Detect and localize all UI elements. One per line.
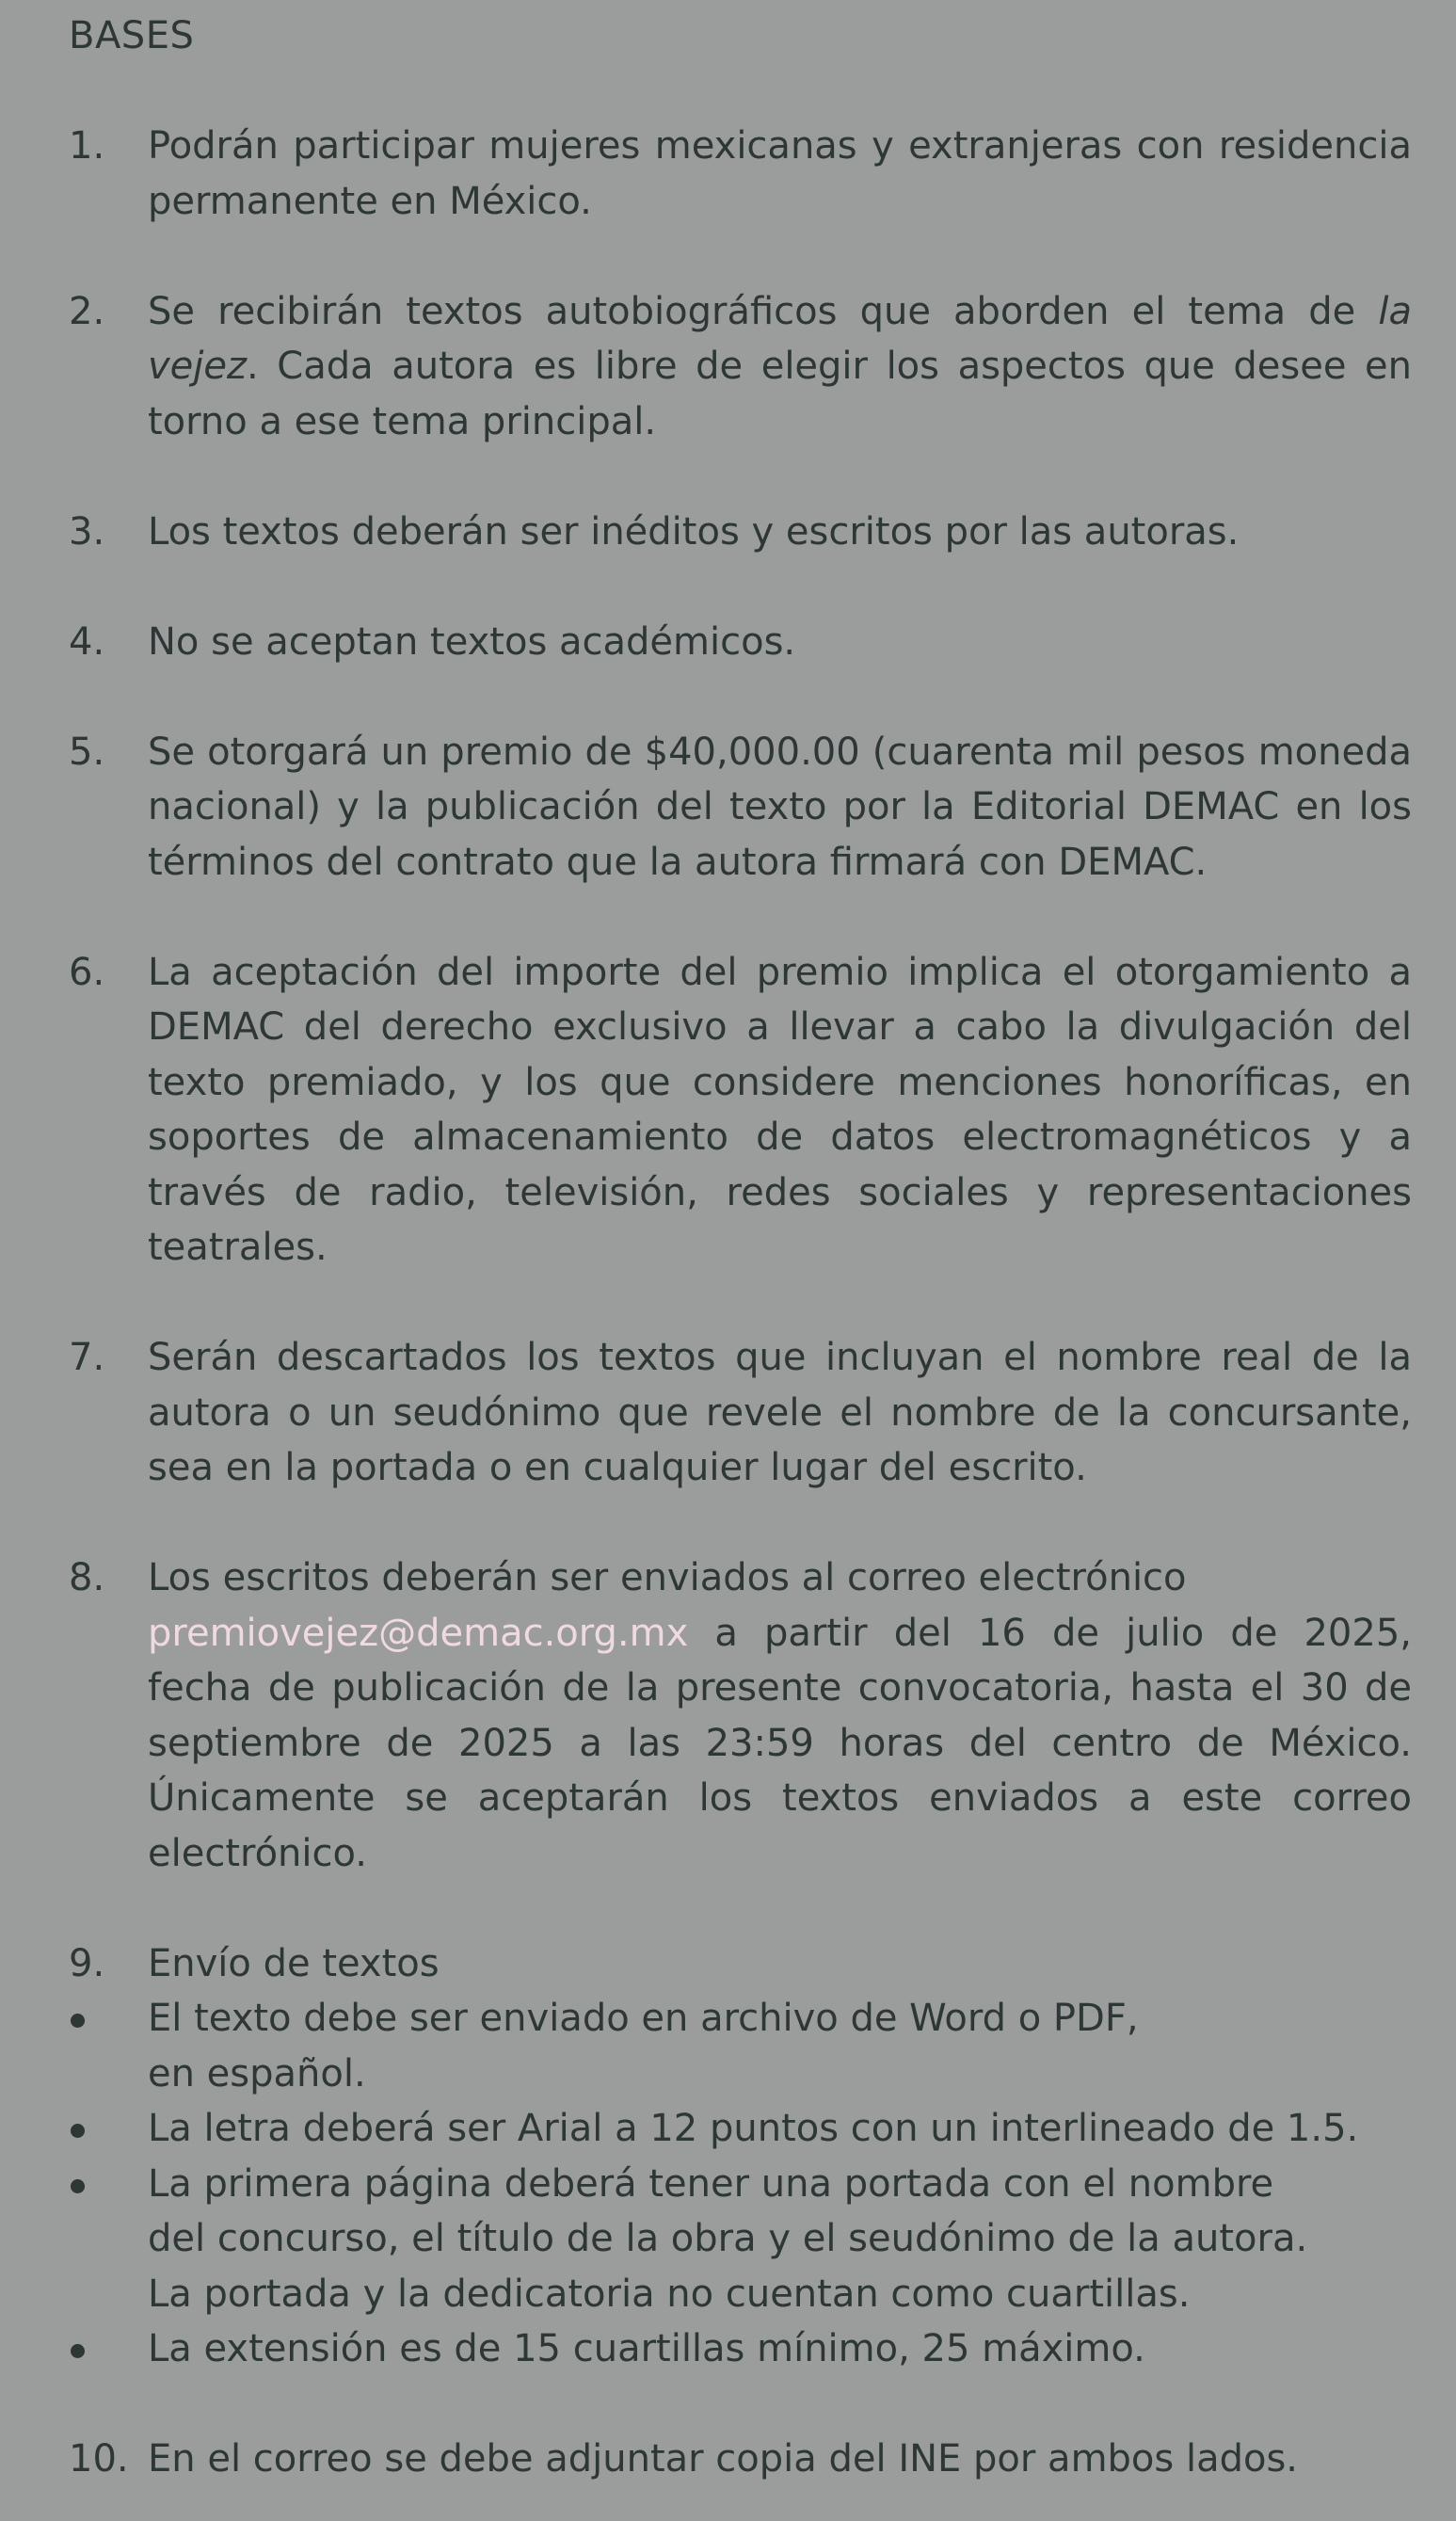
item-text-part: . Cada autora es libre de elegir los aspectos que desee en torno a ese tema principal.	[148, 345, 1412, 443]
bullet-line: La letra deberá ser Arial a 12 puntos con un interlineado de 1.5.	[148, 2107, 1359, 2150]
item-number: 2.	[69, 289, 105, 333]
list-item-5	[69, 725, 1412, 891]
list-item-6	[69, 945, 1412, 1276]
bullet-item	[69, 1991, 1412, 2101]
item-text: Los textos deberán ser inéditos y escritos por las autoras.	[148, 509, 1240, 554]
item-title: Envío de textos	[148, 1941, 440, 1985]
item-text: Podrán participar mujeres mexicanas y extranjeras con residencia permanente en México.	[148, 124, 1412, 223]
item-text	[148, 284, 1412, 450]
item-text-part: Los escritos deberán ser enviados al correo electrónico	[148, 1556, 1187, 1599]
document-page	[69, 8, 1412, 2487]
item-number: 3.	[69, 509, 105, 554]
bullet-line: La extensión es de 15 cuartillas mínimo, 25 máximo.	[148, 2327, 1145, 2370]
item-text: La aceptación del importe del premio implica el otorgamiento a DEMAC del derecho exclusivo a llevar a cabo la divulgación del texto premiado, y los que considere menciones honoríficas, en soportes de almacenamiento de datos electromagnéticos y a través de radio, televisión, redes sociales y representaciones teatrales.	[148, 950, 1412, 1269]
item-text: No se aceptan textos académicos.	[148, 619, 796, 664]
item-number: 10.	[69, 2437, 129, 2481]
bullet-item	[69, 2321, 1412, 2377]
email-link[interactable]: premiovejez@demac.org.mx	[148, 1611, 689, 1655]
bullet-item	[69, 2101, 1412, 2157]
list-item-8	[69, 1550, 1412, 1881]
list-item-2	[69, 284, 1412, 450]
bullet-line: El texto debe ser enviado en archivo de Word o PDF,	[148, 1997, 1139, 2040]
item-number: 4.	[69, 619, 105, 664]
item-text: Serán descartados los textos que incluyan el nombre real de la autora o un seudónimo que revele el nombre de la concursante, sea en la portada o en cualquier lugar del escrito.	[148, 1336, 1412, 1489]
bullet-line: La primera página deberá tener una portada con el nombre	[148, 2161, 1274, 2206]
bullet-icon	[71, 2344, 85, 2358]
bullet-item	[69, 2157, 1412, 2322]
item-text	[148, 1550, 1412, 1881]
list-item-1	[69, 119, 1412, 229]
section-heading: BASES	[69, 14, 195, 57]
item-number: 9.	[69, 1941, 105, 1985]
item-text-part: a partir del 16 de julio de 2025, fecha de publicación de la presente convocatoria, hasta el 30 de septiembre de 2025 a las 23:59 horas del centro de México. Únicamente se aceptarán los textos enviados a este correo electrónico.	[148, 1611, 1412, 1875]
item-text-part: Se recibirán textos autobiográficos que aborden el tema de	[148, 289, 1379, 333]
list-item-7	[69, 1330, 1412, 1496]
item-number: 6.	[69, 950, 105, 994]
italic-term: la vejez	[148, 289, 1412, 388]
item-number: 7.	[69, 1336, 105, 1379]
bullet-icon	[71, 2124, 85, 2138]
bullet-icon	[71, 2014, 85, 2028]
item-text: En el correo se debe adjuntar copia del INE por ambos lados.	[148, 2437, 1298, 2481]
bullet-line: del concurso, el título de la obra y el seudónimo de la autora.	[148, 2217, 1308, 2260]
list-item-9	[69, 1936, 1412, 1992]
list-item-4	[69, 615, 1412, 670]
bullet-line: en español.	[148, 2051, 366, 2095]
list-item-3	[69, 505, 1412, 560]
list-item-10	[69, 2432, 1412, 2487]
item-number: 1.	[69, 124, 105, 168]
bullet-icon	[71, 2179, 85, 2193]
bullet-line: La portada y la dedicatoria no cuentan como cuartillas.	[148, 2272, 1191, 2316]
item-text: Se otorgará un premio de $40,000.00 (cuarenta mil pesos moneda nacional) y la publicación del texto por la Editorial DEMAC en los términos del contrato que la autora firmará con DEMAC.	[148, 730, 1412, 884]
item-number: 5.	[69, 730, 105, 774]
item-number: 8.	[69, 1556, 105, 1599]
